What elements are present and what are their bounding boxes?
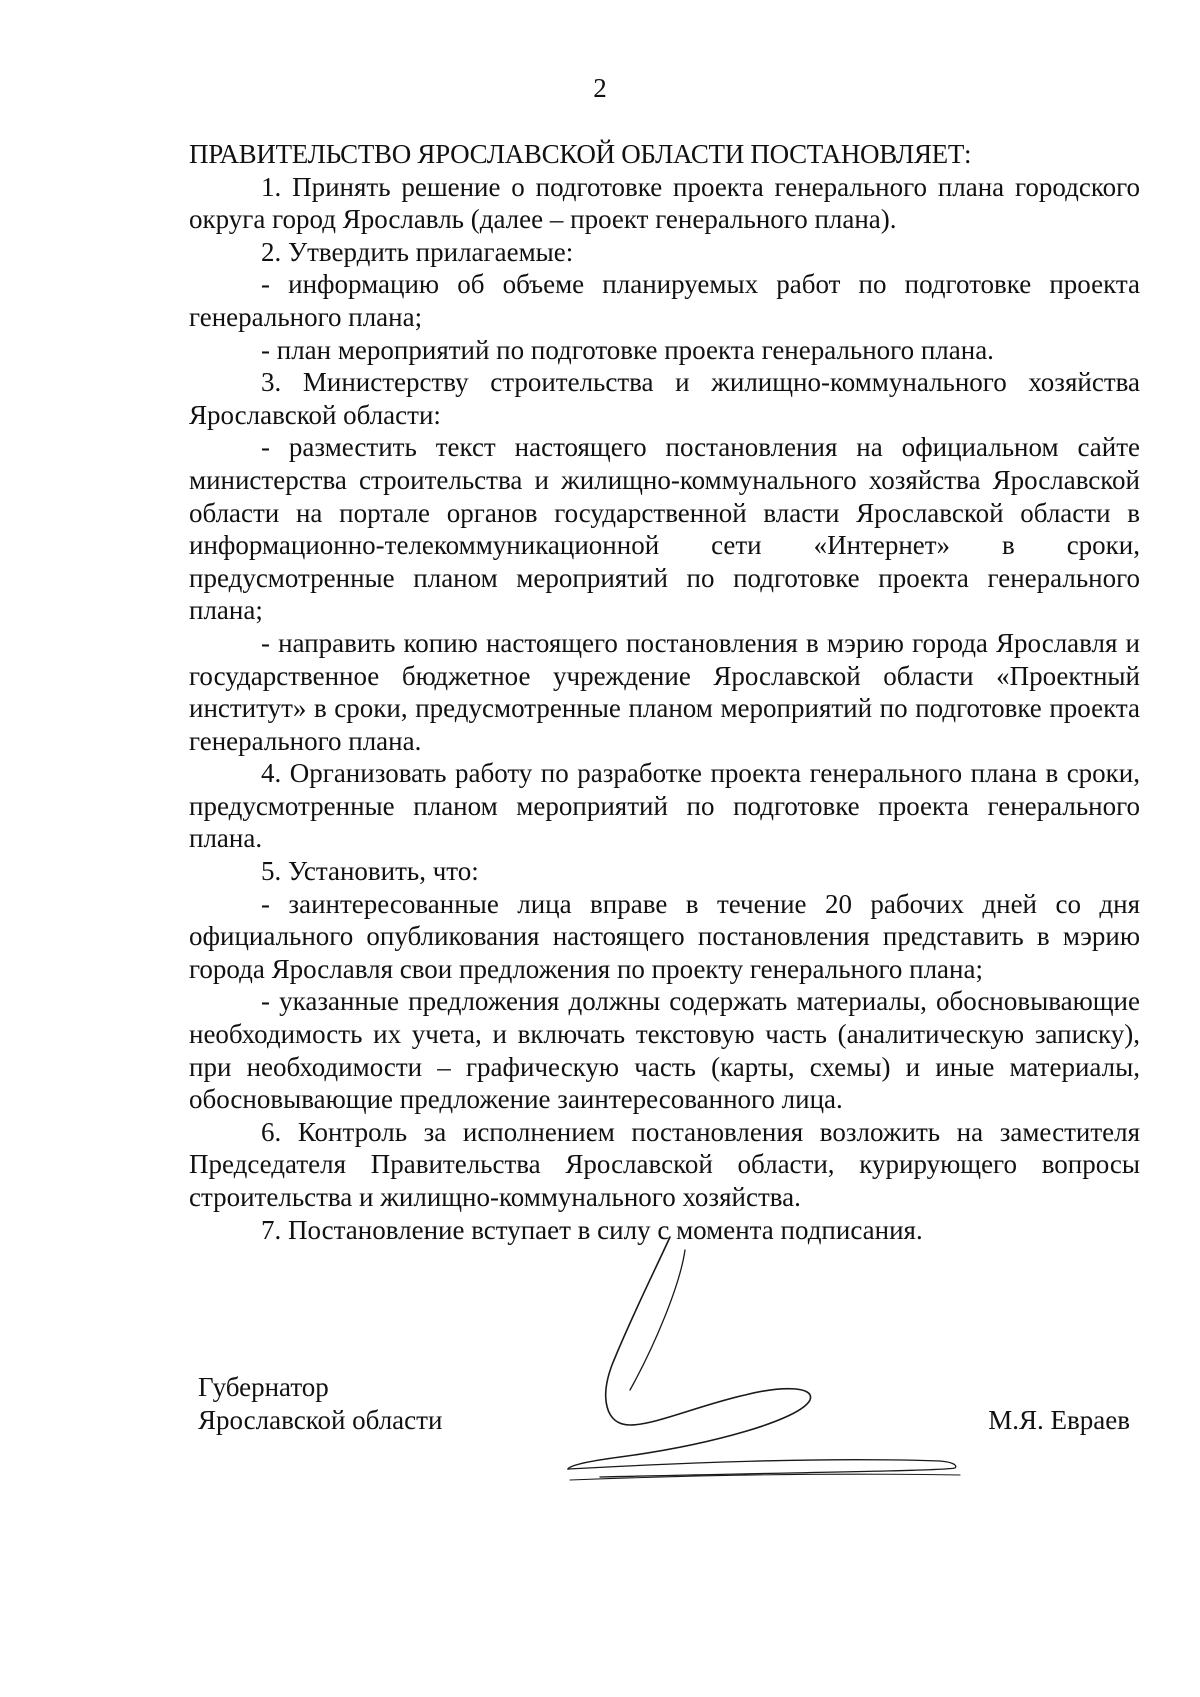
signature-stroke-main (568, 1237, 811, 1469)
paragraph-3-item-1: - разместить текст настоящего постановления на официальном сайте министерства строительства и жилищно-коммунального хозяйства Ярославской области на портале органов государственной власти Ярославской области в информационно-телекоммуникационной сети «Интернет» в сроки, предусмотренные планом мероприятий по подготовке проекта генерального плана; (189, 432, 1140, 626)
resolution-body (189, 138, 1140, 1246)
signature-stroke-loop (630, 1250, 685, 1390)
paragraph-5-item-1: - заинтересованные лица вправе в течение 20 рабочих дней со дня официального опубликования настоящего постановления представить в мэрию города Ярославля свои предложения по проекту генерального плана; (189, 888, 1140, 984)
paragraph-2: 2. Утвердить прилагаемые: (261, 236, 574, 267)
resolution-heading: ПРАВИТЕЛЬСТВО ЯРОСЛАВСКОЙ ОБЛАСТИ ПОСТАНОВЛЯЕТ: (189, 139, 972, 169)
signatory-name: М.Я. Евраев (988, 1405, 1130, 1435)
signatory-title: Губернатор (198, 1372, 329, 1402)
paragraph-3-item-2: - направить копию настоящего постановления в мэрию города Ярославля и государственное бюджетное учреждение Ярославской области «Проектный институт» в сроки, предусмотренные планом мероприятий по подготовке проекта генерального плана. (189, 627, 1140, 756)
paragraph-5: 5. Установить, что: (261, 856, 479, 887)
paragraph-1: 1. Принять решение о подготовке проекта генерального плана городского округа город Ярославль (далее – проект генерального плана). (189, 171, 1140, 235)
paragraph-6: 6. Контроль за исполнением постановления возложить на заместителя Председателя Правительства Ярославской области, курирующего вопросы строительства и жилищно-коммунального хозяйства. (189, 1116, 1140, 1212)
paragraph-2-item-2: - план мероприятий по подготовке проекта генерального плана. (261, 334, 994, 365)
handwritten-signature (560, 1225, 1020, 1525)
paragraph-7: 7. Постановление вступает в силу с момента подписания. (261, 1214, 923, 1245)
signatory-position (198, 1371, 442, 1437)
paragraph-3: 3. Министерству строительства и жилищно-коммунального хозяйства Ярославской области: (189, 367, 1140, 430)
paragraph-5-item-2: - указанные предложения должны содержать материалы, обосновывающие необходимость их учета, и включать текстовую часть (аналитическую записку), при необходимости – графическую часть (карты, схемы) и иные материалы, обосновывающие предложение заинтересованного лица. (189, 986, 1140, 1115)
signature-stroke-underline (570, 1474, 960, 1480)
page-number: 2 (593, 73, 607, 103)
signatory-region: Ярославской области (198, 1405, 443, 1435)
paragraph-2-item-1: - информацию об объеме планируемых работ по подготовке проекта генерального плана; (189, 269, 1140, 332)
paragraph-4: 4. Организовать работу по разработке проекта генерального плана в сроки, предусмотренные планом мероприятий по подготовке проекта генерального плана. (189, 758, 1140, 854)
